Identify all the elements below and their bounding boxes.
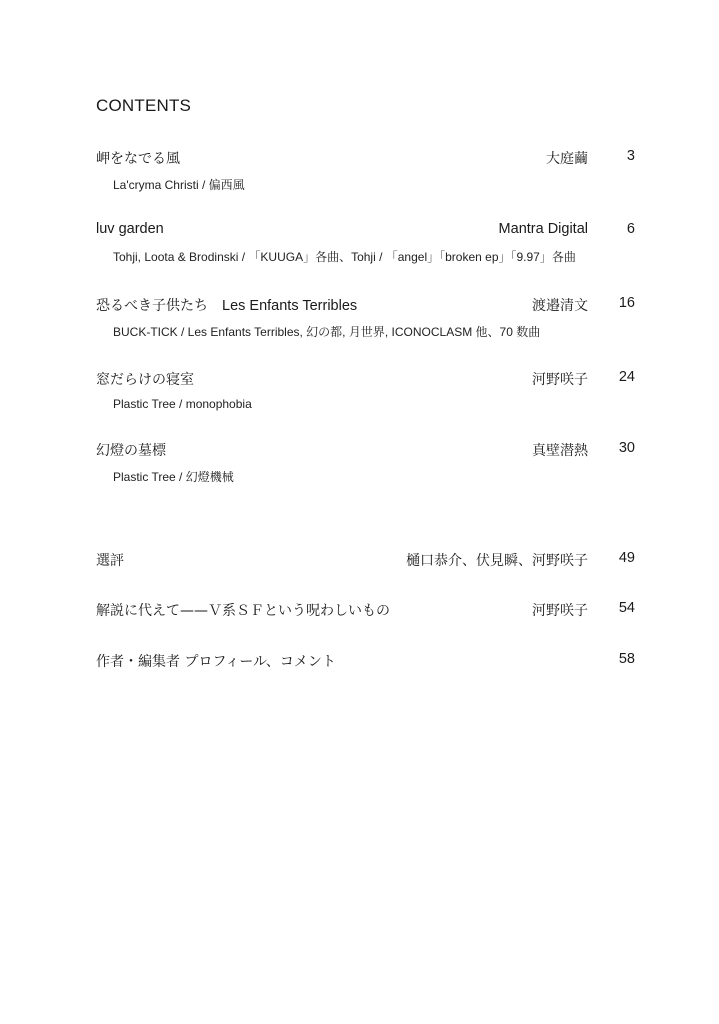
entry-author: 河野咲子 [532,372,588,388]
entry-title: 岬をなでる風 [96,151,180,167]
entry-author: Mantra Digital [498,221,588,237]
toc-entry [96,550,635,574]
entry-page-number: 30 [618,440,635,456]
toc-entry [96,440,635,464]
entry-author: 大庭繭 [546,151,588,167]
toc-entry [96,651,635,675]
entry-title: 窓だらけの寝室 [96,372,194,388]
toc-entry [96,295,635,319]
entry-subtitle: Plastic Tree / 幻燈機械 [113,470,234,484]
entry-title: luv garden [96,221,164,237]
entry-subtitle: La'cryma Christi / 偏西風 [113,178,245,192]
entry-title: 解説に代えて——Ｖ系ＳＦという呪わしいもの [96,603,390,619]
entry-author: 真壁潜熱 [532,443,588,459]
entry-page-number: 16 [618,295,635,311]
toc-entry [96,148,635,172]
entry-title-ja: 恐るべき子供たち [96,298,208,314]
toc-entry [96,221,635,245]
entry-author: 河野咲子 [532,603,588,619]
entry-page-number: 6 [626,221,635,237]
entry-page-number: 49 [618,550,635,566]
entry-subtitle: Plastic Tree / monophobia [113,397,252,411]
entry-page-number: 24 [618,369,635,385]
toc-entry [96,369,635,393]
entry-author: 渡邉清文 [532,298,588,314]
toc-entry [96,600,635,624]
entry-subtitle: BUCK-TICK / Les Enfants Terribles, 幻の都, 月世界, ICONOCLASM 他、70 数曲 [113,325,541,339]
entry-title: 選評 [96,553,124,569]
entry-page-number: 3 [626,148,635,164]
entry-title: 幻燈の墓標 [96,443,166,459]
entry-title [96,295,357,315]
entry-page-number: 54 [618,600,635,616]
entry-author: 樋口恭介、伏見瞬、河野咲子 [406,553,588,569]
entry-title-en: Les Enfants Terribles [222,298,358,314]
entry-subtitle: Tohji, Loota & Brodinski / 「KUUGA」各曲、Tohji / 「angel」「broken ep」「9.97」各曲 [113,250,576,264]
entry-title: 作者・編集者 プロフィール、コメント [96,654,336,670]
contents-heading: CONTENTS [96,96,192,115]
entry-page-number: 58 [618,651,635,667]
